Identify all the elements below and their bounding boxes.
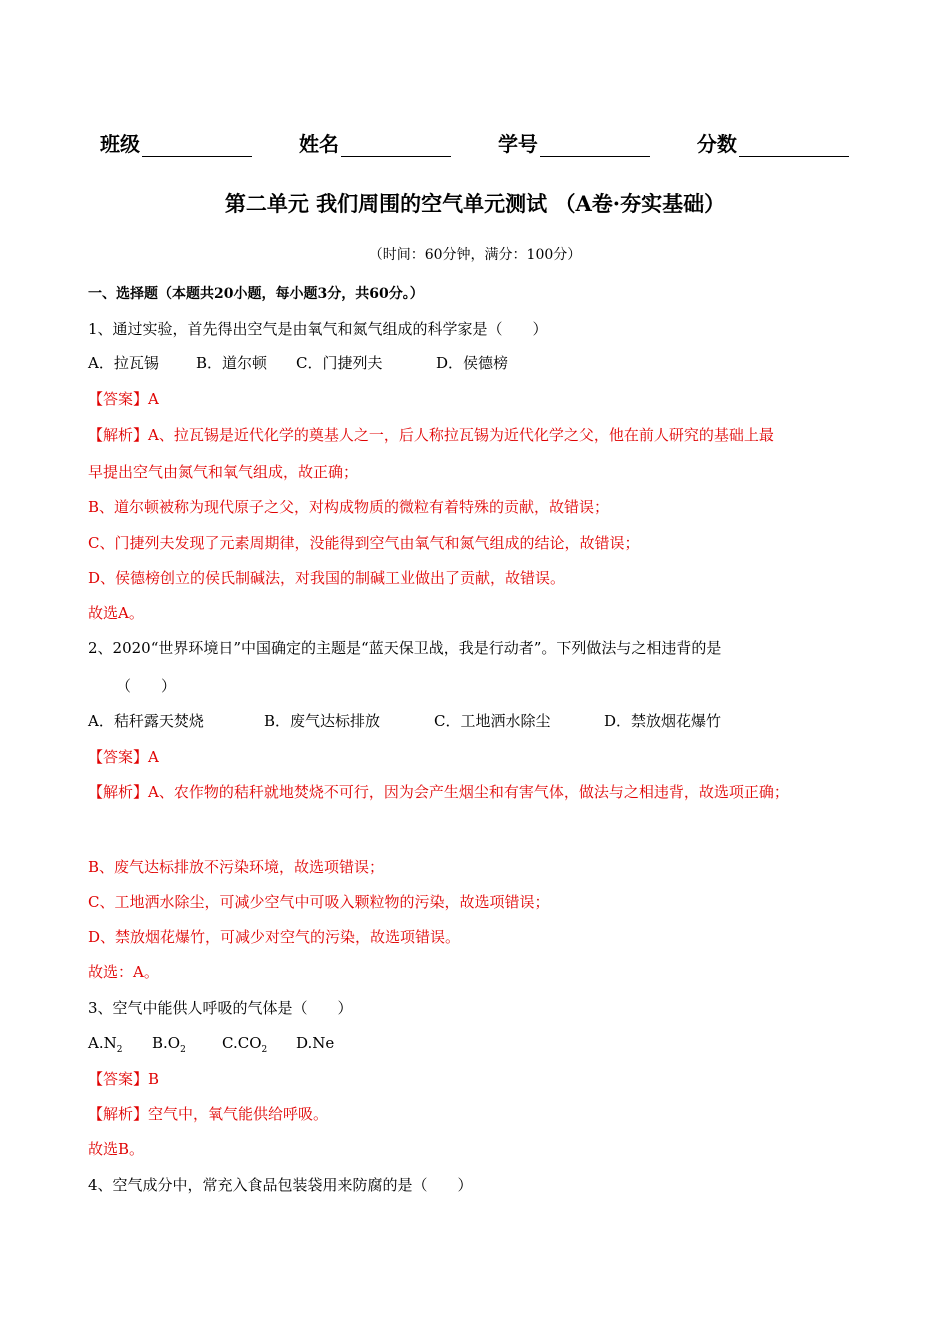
question-2-stem-2: （ ） [116,677,177,695]
question-4-stem: 4、空气成分中，常充入食品包装袋用来防腐的是（ ） [88,1176,473,1194]
question-3-analysis-1: 【解析】空气中，氧气能供给呼吸。 [88,1105,329,1123]
student-info-row [100,128,857,157]
question-1-analysis-5: D、侯德榜创立的侯氏制碱法，对我国的制碱工业做出了贡献，故错误。 [88,569,566,587]
class-blank[interactable] [142,136,252,157]
name-label: 姓名 [298,132,339,156]
question-3-stem: 3、空气中能供人呼吸的气体是（ ） [88,999,353,1017]
question-3-answer: 【答案】B [88,1070,160,1088]
name-blank[interactable] [341,136,451,157]
q3-option-b-text: B.O [152,1034,181,1052]
q3-option-c-text: C.CO [222,1034,262,1052]
q3-option-a-text: A.N [88,1034,117,1052]
section-heading: 一、选择题（本题共20小题，每小题3分，共60分。） [88,286,424,302]
q1-option-a: A．拉瓦锡 [88,354,159,372]
question-2-stem: 2、2020“世界环境日”中国确定的主题是“蓝天保卫战，我是行动者”。下列做法与之相违背的是 [88,639,722,657]
page-title: 第二单元 我们周围的空气单元测试 （A卷·夯实基础） [224,191,726,216]
page-subtitle: （时间：60分钟，满分：100分） [368,247,582,263]
q2-option-a: A．秸秆露天焚烧 [88,712,204,730]
score-field [697,132,849,156]
q2-option-b: B．废气达标排放 [264,712,381,730]
id-label: 学号 [497,132,538,156]
question-2-analysis-1: 【解析】A、农作物的秸秆就地焚烧不可行，因为会产生烟尘和有害气体，做法与之相违背，故选项正确； [88,783,789,801]
question-1-options [88,353,508,373]
q1-option-c: C．门捷列夫 [296,354,383,372]
id-blank[interactable] [540,136,650,157]
question-2-analysis-4: D、禁放烟花爆竹，可减少对空气的污染，故选项错误。 [88,928,461,946]
id-field [498,132,650,156]
q3-option-c [222,1033,296,1060]
question-2-options [88,711,721,731]
q2-option-d: D．禁放烟花爆竹 [604,712,722,730]
q1-option-b: B．道尔顿 [196,354,268,372]
class-field [100,132,252,156]
question-1-analysis-3: B、道尔顿被称为现代原子之父，对构成物质的微粒有着特殊的贡献，故错误； [88,498,610,516]
question-2-analysis-2: B、废气达标排放不污染环境，故选项错误； [88,858,385,876]
class-label: 班级 [100,132,140,156]
question-1-analysis-1: 【解析】A、拉瓦锡是近代化学的奠基人之一，后人称拉瓦锡为近代化学之父，他在前人研究的基础上最 [88,426,774,444]
score-blank[interactable] [739,136,849,157]
q3-option-b-sub: 2 [180,1045,186,1055]
q3-option-d: D.Ne [296,1034,335,1052]
question-1-stem: 1、通过实验，首先得出空气是由氧气和氮气组成的科学家是（ ） [88,320,548,338]
question-1-answer: 【答案】A [88,390,159,408]
question-2-analysis-3: C、工地洒水除尘，可减少空气中可吸入颗粒物的污染，故选项错误； [88,893,550,911]
question-3-choice: 故选B。 [88,1140,145,1158]
question-1-analysis-2: 早提出空气由氮气和氧气组成，故正确； [88,463,359,481]
question-3-options [88,1033,334,1060]
q3-option-a [88,1033,152,1060]
question-1-choice: 故选A。 [88,604,144,622]
score-label: 分数 [696,132,737,156]
q3-option-c-sub: 2 [261,1045,268,1055]
question-2-answer: 【答案】A [88,748,159,766]
question-1-analysis-4: C、门捷列夫发现了元素周期律，没能得到空气由氧气和氮气组成的结论，故错误； [88,534,640,552]
q2-option-c: C．工地洒水除尘 [434,712,551,730]
question-2-choice: 故选：A。 [88,963,159,981]
q1-option-d: D．侯德榜 [436,354,509,372]
q3-option-b [152,1033,222,1060]
name-field [299,132,451,156]
q3-option-a-sub: 2 [116,1045,123,1055]
